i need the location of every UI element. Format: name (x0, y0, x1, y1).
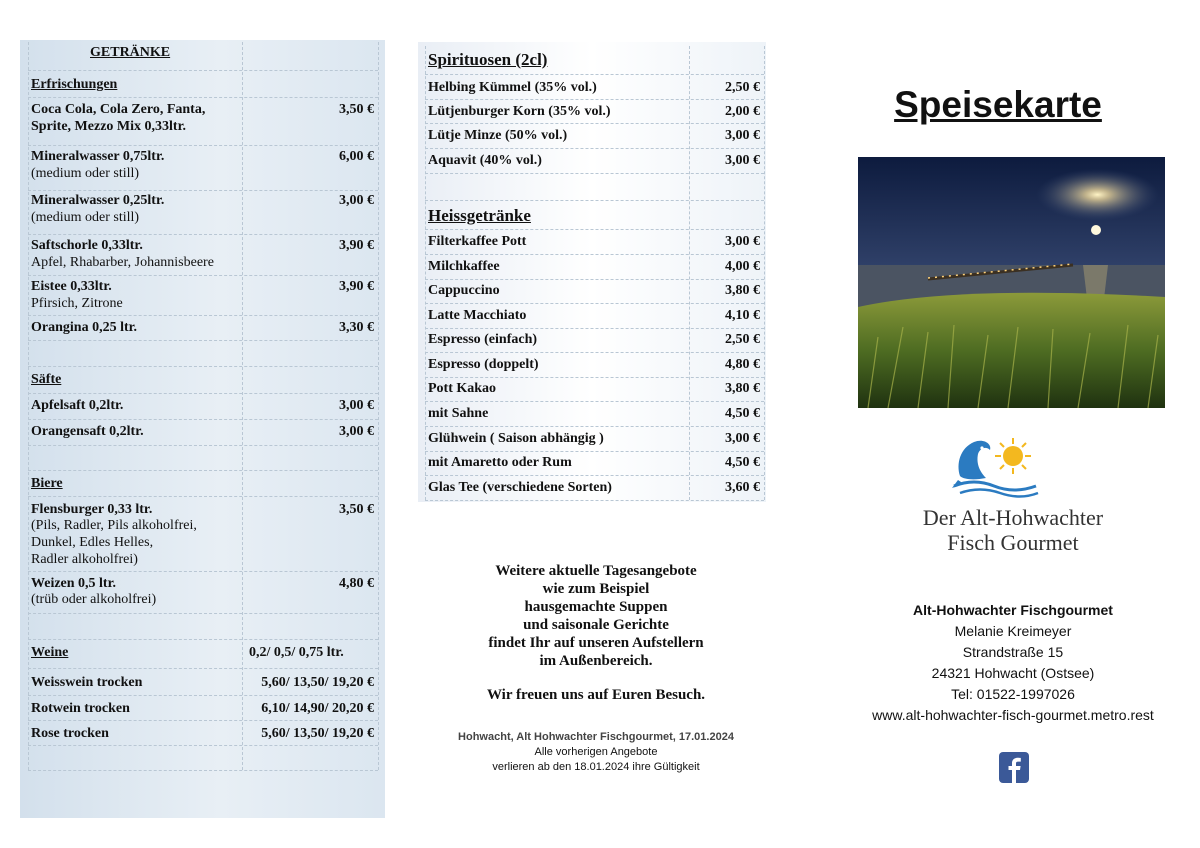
grid-line (28, 445, 378, 446)
menu-item-price: 3,00 € (339, 424, 374, 439)
promo-line: im Außenbereich. (539, 653, 653, 669)
menu-item-price: 2,00 € (725, 104, 760, 119)
menu-item-name: Flensburger 0,33 ltr. (31, 502, 153, 517)
menu-item-name: Orangensaft 0,2ltr. (31, 424, 144, 439)
menu-item-price: 3,00 € (339, 398, 374, 413)
grid-line (425, 475, 764, 476)
menu-item-price: 3,50 € (339, 102, 374, 117)
pier-night-image (858, 157, 1165, 408)
grid-line (425, 451, 764, 452)
menu-item-price: 3,60 € (725, 480, 760, 495)
fish-and-sun-logo (950, 436, 1040, 498)
menu-item-name: Weizen 0,5 ltr. (31, 576, 117, 591)
grid-line (425, 401, 764, 402)
grid-line (764, 46, 765, 500)
wine-sizes: 0,2/ 0,5/ 0,75 ltr. (249, 645, 344, 660)
contact-phone: Tel: 01522-1997026 (951, 686, 1075, 702)
grid-line (28, 97, 378, 98)
menu-item-detail: Radler alkoholfrei) (31, 552, 138, 567)
grid-line (425, 328, 764, 329)
grid-line (425, 229, 764, 230)
facebook-glyph (999, 752, 1029, 783)
menu-item-price: 4,80 € (339, 576, 374, 591)
menu-item-price: 4,80 € (725, 357, 760, 372)
promo-line: und saisonale Gerichte (523, 617, 669, 633)
menu-item-price: 3,00 € (725, 153, 760, 168)
grid-line (425, 74, 764, 75)
footnote-validity: Alle vorherigen Angebote (534, 746, 658, 758)
menu-item-name: Rotwein trocken (31, 701, 130, 716)
pier-night-photo (858, 157, 1165, 408)
footnote-date: Hohwacht, Alt Hohwachter Fischgourmet, 17.01.2024 (458, 731, 734, 743)
menu-item-name: mit Amaretto oder Rum (428, 455, 572, 470)
drinks-header: GETRÄNKE (90, 45, 171, 60)
grid-line (28, 720, 378, 721)
menu-item-price: 3,00 € (725, 128, 760, 143)
grid-line (425, 173, 764, 174)
menu-item-price: 3,90 € (339, 279, 374, 294)
grid-line (689, 46, 690, 500)
grid-line (28, 315, 378, 316)
menu-item-detail: Dunkel, Edles Helles, (31, 535, 154, 550)
menu-item-price: 4,50 € (725, 455, 760, 470)
menu-item-price: 3,00 € (339, 193, 374, 208)
contact-person: Melanie Kreimeyer (954, 623, 1072, 639)
menu-item-name: Espresso (einfach) (428, 332, 538, 347)
logo-icon (950, 436, 1040, 498)
contact-street: Strandstraße 15 (962, 644, 1064, 660)
menu-item-name: Sprite, Mezzo Mix 0,33ltr. (31, 119, 186, 134)
menu-item-price: 2,50 € (725, 332, 760, 347)
menu-item-price: 3,90 € (339, 238, 374, 253)
menu-item-detail: Apfel, Rhabarber, Johannisbeere (31, 255, 214, 270)
grid-line (425, 352, 764, 353)
brand-name-line1: Der Alt-Hohwachter (922, 505, 1104, 530)
menu-item-name: Lütjenburger Korn (35% vol.) (428, 104, 611, 119)
menu-item-price: 5,60/ 13,50/ 19,20 € (261, 726, 374, 741)
menu-item-price: 5,60/ 13,50/ 19,20 € (261, 675, 374, 690)
menu-item-name: Pott Kakao (428, 381, 497, 396)
menu-item-name: Weisswein trocken (31, 675, 143, 690)
menu-item-price: 3,00 € (725, 234, 760, 249)
menu-item-name: Rose trocken (31, 726, 109, 741)
promo-welcome: Wir freuen uns auf Euren Besuch. (486, 687, 706, 703)
section-heading-spirituosen: Spirituosen (2cl) (428, 50, 548, 69)
grid-line (425, 123, 764, 124)
footnote-validity-date: verlieren ab den 18.01.2024 ihre Gültigkeit (492, 761, 700, 773)
grid-line (425, 279, 764, 280)
menu-item-price: 4,00 € (725, 259, 760, 274)
menu-item-price: 6,10/ 14,90/ 20,20 € (261, 701, 374, 716)
grid-line (425, 500, 764, 501)
section-heading-biere: Biere (31, 476, 63, 491)
menu-item-name: Apfelsaft 0,2ltr. (31, 398, 124, 413)
facebook-icon[interactable] (999, 752, 1029, 783)
menu-item-name: Orangina 0,25 ltr. (31, 320, 138, 335)
grid-line (425, 148, 764, 149)
menu-item-name: Mineralwasser 0,75ltr. (31, 149, 165, 164)
menu-item-name: Eistee 0,33ltr. (31, 279, 112, 294)
grid-line (28, 393, 378, 394)
grid-line (378, 42, 379, 770)
menu-item-name: Milchkaffee (428, 259, 500, 274)
grid-line (28, 770, 378, 771)
grid-line (28, 366, 378, 367)
grid-line (28, 42, 29, 770)
grid-line (28, 145, 378, 146)
grid-line (28, 613, 378, 614)
contact-city: 24321 Hohwacht (Ostsee) (931, 665, 1095, 681)
grid-line (28, 571, 378, 572)
menu-item-price: 3,00 € (725, 431, 760, 446)
grid-line (425, 303, 764, 304)
contact-name: Alt-Hohwachter Fischgourmet (913, 602, 1113, 618)
menu-item-name: Aquavit (40% vol.) (428, 153, 542, 168)
contact-website[interactable]: www.alt-hohwachter-fisch-gourmet.metro.rest (872, 707, 1154, 723)
menu-item-name: Mineralwasser 0,25ltr. (31, 193, 165, 208)
menu-item-name: Saftschorle 0,33ltr. (31, 238, 143, 253)
menu-item-price: 3,50 € (339, 502, 374, 517)
section-heading-saefte: Säfte (31, 372, 62, 387)
menu-item-price: 4,10 € (725, 308, 760, 323)
menu-item-detail: (Pils, Radler, Pils alkoholfrei, (31, 518, 197, 533)
grid-line (28, 419, 378, 420)
grid-line (242, 42, 243, 770)
promo-line: findet Ihr auf unseren Aufstellern (488, 635, 704, 651)
grid-line (28, 190, 378, 191)
section-heading-erfrischungen: Erfrischungen (31, 77, 118, 92)
menu-item-name: Glas Tee (verschiedene Sorten) (428, 480, 612, 495)
grid-line (28, 745, 378, 746)
promo-line: wie zum Beispiel (542, 581, 650, 597)
grid-line (425, 99, 764, 100)
grid-line (28, 496, 378, 497)
menu-item-detail: Pfirsich, Zitrone (31, 296, 123, 311)
promo-line: hausgemachte Suppen (524, 599, 668, 615)
menu-item-name: Latte Macchiato (428, 308, 527, 323)
menu-item-name: Filterkaffee Pott (428, 234, 527, 249)
grid-line (28, 234, 378, 235)
grid-line (28, 639, 378, 640)
grid-line (28, 695, 378, 696)
menu-item-detail: (35% vol.) (534, 80, 597, 95)
grid-line (425, 254, 764, 255)
menu-item-price: 6,00 € (339, 149, 374, 164)
grid-line (28, 70, 378, 71)
menu-item-price: 3,80 € (725, 283, 760, 298)
menu-item-name: Coca Cola, Cola Zero, Fanta, (31, 102, 206, 117)
menu-item-name: Glühwein ( Saison abhängig ) (428, 431, 604, 446)
brand-name-line2: Fisch Gourmet (947, 530, 1079, 555)
grid-line (425, 46, 426, 500)
menu-item-price: 4,50 € (725, 406, 760, 421)
menu-item-name (428, 80, 597, 96)
menu-item-name: Espresso (doppelt) (428, 357, 539, 372)
grid-line (425, 377, 764, 378)
section-heading-weine: Weine (31, 645, 69, 660)
grid-line (28, 275, 378, 276)
menu-item-detail: (medium oder still) (31, 210, 140, 225)
menu-item-detail: (medium oder still) (31, 166, 140, 181)
page-title: Speisekarte (894, 84, 1102, 125)
grid-line (28, 668, 378, 669)
menu-item-name-main: Helbing Kümmel (428, 80, 535, 95)
promo-line: Weitere aktuelle Tagesangebote (495, 563, 697, 579)
grid-line (425, 426, 764, 427)
menu-item-detail: (trüb oder alkoholfrei) (31, 592, 157, 607)
menu-item-name: Cappuccino (428, 283, 500, 298)
menu-item-price: 3,80 € (725, 381, 760, 396)
grid-line (28, 340, 378, 341)
menu-item-price: 2,50 € (725, 80, 760, 95)
menu-item-price: 3,30 € (339, 320, 374, 335)
section-heading-heissgetraenke: Heissgetränke (428, 206, 531, 225)
menu-item-name: mit Sahne (428, 406, 489, 421)
menu-item-name: Lütje Minze (50% vol.) (428, 128, 568, 143)
grid-line (28, 470, 378, 471)
grid-line (425, 200, 764, 201)
